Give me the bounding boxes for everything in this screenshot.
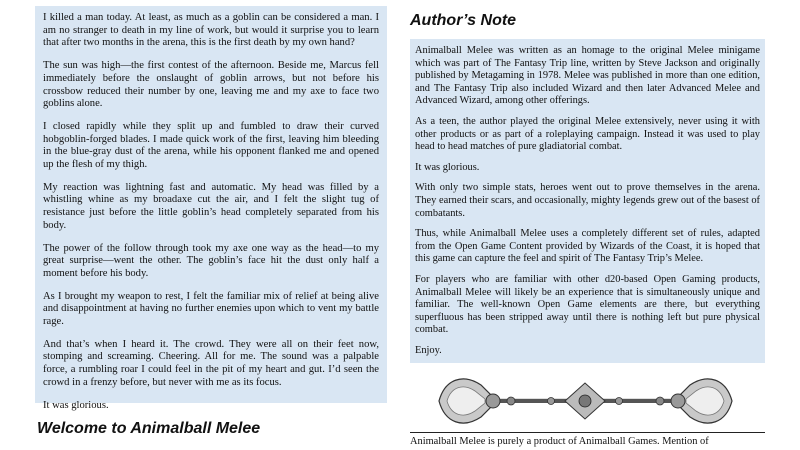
- story-paragraph: It was glorious.: [43, 399, 109, 411]
- story-paragraph: As I brought my weapon to rest, I felt the familiar mix of relief at being alive and disappointment at having no further enemies upon which to vent my battle rage.: [43, 290, 379, 328]
- double-axe-ornament-icon: [433, 371, 738, 431]
- story-paragraph: The power of the follow through took my axe one way as the head—to my great surprise—went the other. The goblin’s face hit the dust only half a moment before his body.: [43, 242, 379, 279]
- author-note-box: [410, 39, 765, 363]
- author-note-paragraph: For players who are familiar with other d20-based Open Gaming products, Animalball Melee will likely be an experience that is simultaneously unique and familiar. The well-known Open Game elements are there, but everything superfluous has been stripped away until there is nothing left but pure physical combat.: [415, 273, 760, 336]
- story-paragraph: I killed a man today. At least, as much as a goblin can be considered a man. I am no stranger to death in my line of work, but would it surprise you to learn that after two months in the arena, this is the first death by my own hand?: [43, 12, 379, 49]
- author-note-paragraph: With only two simple stats, heroes went out to prove themselves in the arena. They earned their scars, and occasionally, mighty legends grew out of the basest of combatants.: [415, 182, 760, 219]
- story-paragraph: And that’s when I heard it. The crowd. They were all on their feet now, stomping and screaming. Cheering. All for me. The sound was a palpable force, a rumbling roar I could feel in the pit of my heart and gut. I’d seen the crowd in a frenzy before, but never with me as its focus.: [43, 338, 379, 388]
- author-note-paragraph: It was glorious.: [415, 161, 480, 173]
- story-paragraph: The sun was high—the first contest of the afternoon. Beside me, Marcus fell immediately before the onslaught of goblin arrows, but not before his crossbow reduced their number by one, leaving me and my axe to face two goblins alone.: [43, 60, 379, 110]
- footer-divider: [410, 432, 765, 433]
- truncated-text-line: [35, 444, 387, 450]
- footer-text: Animalball Melee is purely a product of Animalball Games. Mention of: [410, 436, 709, 447]
- welcome-heading: Welcome to Animalball Melee: [37, 420, 261, 437]
- author-note-heading: Author’s Note: [410, 12, 517, 29]
- author-note-paragraph: As a teen, the author played the original Melee extensively, never using it with other products or as part of a roleplaying campaign. Instead it was used to play head to head matches of pure gladiatorial combat.: [415, 115, 760, 153]
- author-note-paragraph: Enjoy.: [415, 344, 442, 356]
- story-paragraph: I closed rapidly while they split up and fumbled to draw their curved hobgoblin-forged blades. I made quick work of the first, leaving him bleeding in the blue-gray dust of the arena, while his opponent flanked me and opened up the flesh of my thigh.: [43, 120, 379, 171]
- author-note-paragraph: Thus, while Animalball Melee uses a completely different set of rules, adapted from the Open Game Content provided by Wizards of the Coast, it is hoped that this game can capture the feel and spirit of The Fantasy Trip’s Melee.: [415, 228, 760, 265]
- story-sidebar-box: [35, 6, 387, 411]
- author-note-paragraph: Animalball Melee was written as an homage to the original Melee minigame which was part of The Fantasy Trip line, written by Steve Jackson and originally published by Metagaming in 1978. Melee was published in more than one edition, and The Fantasy Trip also included Wizard and then later Advanced Melee and Advanced Wizard, among other offerings.: [415, 45, 760, 107]
- story-paragraph: My reaction was lightning fast and automatic. My head was filled by a whistling whine as my broadaxe cut the air, and I felt the slight tug of resistance just before the little goblin’s head completely separated from his body.: [43, 181, 379, 231]
